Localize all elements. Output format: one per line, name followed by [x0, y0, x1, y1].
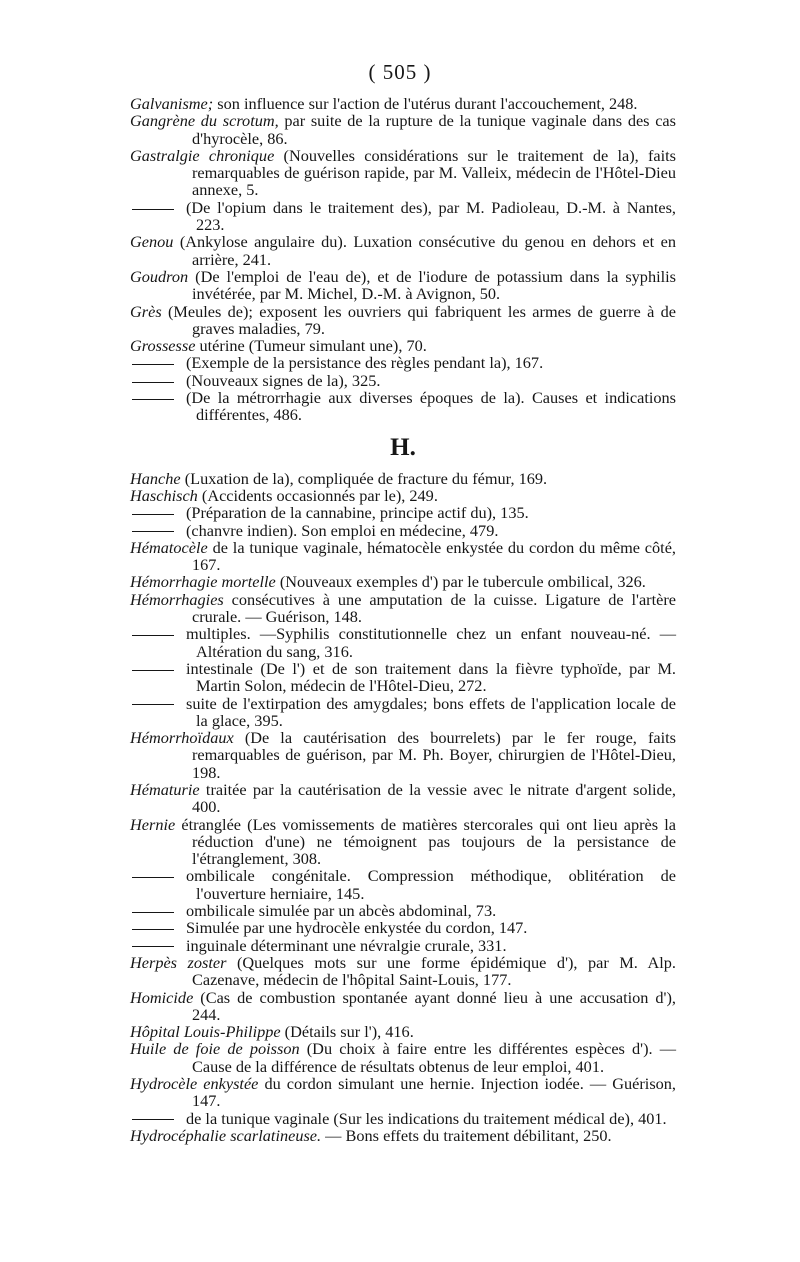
entry-text: traitée par la cautérisation de la vessie avec le nitrate d'argent solide, 400.: [192, 779, 676, 817]
ditto-dash: [130, 199, 186, 216]
entry-headword: Genou: [130, 232, 174, 252]
index-entry: [130, 816, 676, 868]
index-subentry: [130, 625, 676, 660]
entry-text: (Nouveaux exemples d') par le tubercule ombilical, 326.: [275, 572, 646, 592]
index-entry: [130, 729, 676, 781]
entry-text: multiples. —Syphilis constitutionnelle chez un enfant nouveau-né. — Altération du sang, 316.: [186, 624, 676, 661]
index-entry: [130, 268, 676, 303]
entry-headword: Hémorrhagie mortelle: [130, 572, 276, 592]
ditto-dash: [130, 902, 186, 919]
entry-text: de la tunique vaginale, hématocèle enkystée du cordon du même côté, 167.: [192, 537, 676, 575]
entry-headword: Hématurie: [130, 779, 200, 799]
ditto-dash: [130, 660, 186, 677]
entry-headword: Grès: [130, 301, 162, 321]
entry-headword: Hydrocéphalie scarlatineuse.: [130, 1125, 322, 1145]
entry-text: par suite de la rupture de la tunique vaginale dans des cas d'hyrocèle, 86.: [192, 111, 676, 148]
ditto-dash: [130, 1110, 186, 1127]
entry-headword: Hémorrhoïdaux: [130, 728, 234, 748]
ditto-dash: [130, 937, 186, 954]
index-entry: [130, 233, 676, 268]
index-subentry: [130, 919, 676, 936]
index-subentry: [130, 1110, 676, 1127]
entry-text: Simulée par une hydrocèle enkystée du cordon, 147.: [186, 918, 528, 938]
entry-text: ombilicale simulée par un abcès abdominal, 73.: [186, 901, 497, 921]
index-entry: [130, 573, 676, 590]
entry-text: (Meules de); exposent les ouvriers qui fabriquent les armes de guerre à de graves maladies, 79.: [161, 301, 676, 338]
entry-text: (Ankylose angulaire du). Luxation consécutive du genou en dehors et en arrière, 241.: [173, 232, 676, 269]
index-subentry: [130, 504, 676, 521]
index-entry: [130, 303, 676, 338]
ditto-dash: [130, 389, 186, 406]
index-subentry: [130, 695, 676, 730]
index-subentry: [130, 522, 676, 539]
index-entry: [130, 112, 676, 147]
entry-text: (De l'emploi de l'eau de), et de l'iodure de potassium dans la syphilis invétérée, par M. Michel, D.-M. à Avignon, 50.: [188, 266, 676, 304]
entry-text: son influence sur l'action de l'utérus durant l'accouchement, 248.: [213, 94, 638, 113]
index-subentry: [130, 199, 676, 234]
entry-headword: Hydrocèle enkystée: [130, 1074, 259, 1094]
entry-text: suite de l'extirpation des amygdales; bons effets de l'application locale de la glace, 395.: [186, 693, 676, 730]
entry-text: (Luxation de la), compliquée de fracture du fémur, 169.: [180, 468, 548, 488]
ditto-dash: [130, 354, 186, 371]
entry-headword: Hôpital Louis-Philippe: [130, 1022, 281, 1042]
index-subentry: [130, 867, 676, 902]
ditto-dash: [130, 867, 186, 884]
index-subentry: [130, 937, 676, 954]
entry-text: (Accidents occasionnés par le), 249.: [197, 485, 438, 505]
entry-text: intestinale (De l') et de son traitement dans la fièvre typhoïde, par M. Martin Solon, médecin de l'Hôtel-Dieu, 272.: [186, 658, 676, 696]
section-letter: H.: [390, 433, 416, 461]
index-entry: [130, 147, 676, 199]
ditto-dash: [130, 504, 186, 521]
entry-headword: Homicide: [130, 987, 194, 1007]
entry-text: (Nouveaux signes de la), 325.: [186, 370, 381, 390]
index-entry: [130, 337, 676, 354]
entry-headword: Hernie: [130, 814, 176, 834]
entry-headword: Hémorrhagies: [130, 589, 224, 609]
index-entry: [130, 470, 676, 487]
index-entry: [130, 539, 676, 574]
index-entry: [130, 591, 676, 626]
entry-headword: Goudron: [130, 266, 189, 286]
index-entry: [130, 487, 676, 504]
entry-headword: Hanche: [130, 468, 181, 488]
index-subentry: [130, 354, 676, 371]
ditto-dash: [130, 695, 186, 712]
index-entry: [130, 95, 676, 112]
entry-text: (Détails sur l'), 416.: [280, 1022, 414, 1042]
entry-text: (De l'opium dans le traitement des), par M. Padioleau, D.-M. à Nantes, 223.: [186, 197, 676, 235]
page-number: ( 505 ): [368, 60, 432, 84]
entry-text: (Cas de combustion spontanée ayant donné lieu à une accusation d'), 244.: [192, 987, 676, 1024]
entry-text: consécutives à une amputation de la cuisse. Ligature de l'artère crurale. — Guérison, 148.: [192, 589, 676, 627]
entry-headword: Galvanisme;: [130, 94, 214, 113]
entry-headword: Herpès zoster: [130, 952, 227, 972]
ditto-dash: [130, 919, 186, 936]
entry-text: étranglée (Les vomissements de matières stercorales qui ont lieu après la réduction d'une) ne témoignent pas toujours de la persistance de l'étranglement, 308.: [175, 814, 676, 869]
entry-headword: Gastralgie chronique: [130, 145, 275, 165]
entry-text: ombilicale congénitale. Compression méthodique, oblitération de l'ouverture herniaire, 145.: [186, 866, 676, 903]
index-subentry: [130, 372, 676, 389]
entry-text: (chanvre indien). Son emploi en médecine, 479.: [186, 520, 499, 540]
entry-text: (De la cautérisation des bourrelets) par le fer rouge, faits remarquables de guérison, par M. Ph. Boyer, chirurgien de l'Hôtel-Dieu, 198.: [192, 728, 676, 782]
entry-text: (Quelques mots sur une forme épidémique d'), par M. Alp. Cazenave, médecin de l'hôpital Saint-Louis, 177.: [192, 952, 676, 990]
index-entry: [130, 781, 676, 816]
entry-text: (Préparation de la cannabine, principe actif du), 135.: [186, 503, 529, 523]
entry-text: utérine (Tumeur simulant une), 70.: [195, 336, 427, 356]
ditto-dash: [130, 522, 186, 539]
entry-text: du cordon simulant une hernie. Injection iodée. — Guérison, 147.: [192, 1074, 677, 1111]
index-subentry: [130, 660, 676, 695]
index-section-g: [130, 95, 676, 424]
index-section-h: [130, 470, 676, 1145]
entry-text: inguinale déterminant une névralgie crurale, 331.: [186, 935, 507, 955]
index-entry: [130, 1040, 676, 1075]
entry-text: (Exemple de la persistance des règles pendant la), 167.: [186, 353, 544, 373]
entry-text: (Nouvelles considérations sur le traitement de la), faits remarquables de guérison rapide, par M. Valleix, médecin de l'Hôtel-Dieu annexe, 5.: [192, 145, 676, 200]
entry-headword: Huile de foie de poisson: [130, 1039, 300, 1059]
ditto-dash: [130, 372, 186, 389]
index-entry: [130, 1075, 676, 1110]
ditto-dash: [130, 625, 186, 642]
index-entry: [130, 954, 676, 989]
index-entry: [130, 989, 676, 1024]
index-subentry: [130, 902, 676, 919]
index-entry: [130, 1127, 676, 1144]
entry-text: (De la métrorrhagie aux diverses époques de la). Causes et indications différentes, 486.: [186, 388, 676, 425]
entry-headword: Grossesse: [130, 336, 196, 356]
index-entry: [130, 1023, 676, 1040]
entry-headword: Gangrène du scrotum,: [130, 111, 279, 131]
entry-text: (Du choix à faire entre les différentes espèces d'). — Cause de la différence de résultats obtenus de leur emploi, 401.: [192, 1039, 677, 1076]
index-column: [130, 95, 676, 1144]
entry-text: de la tunique vaginale (Sur les indications du traitement médical de), 401.: [186, 1108, 667, 1128]
index-subentry: [130, 389, 676, 424]
entry-headword: Haschisch: [130, 485, 198, 505]
entry-headword: Hématocèle: [130, 537, 208, 557]
entry-text: — Bons effets du traitement débilitant, 250.: [321, 1125, 612, 1145]
